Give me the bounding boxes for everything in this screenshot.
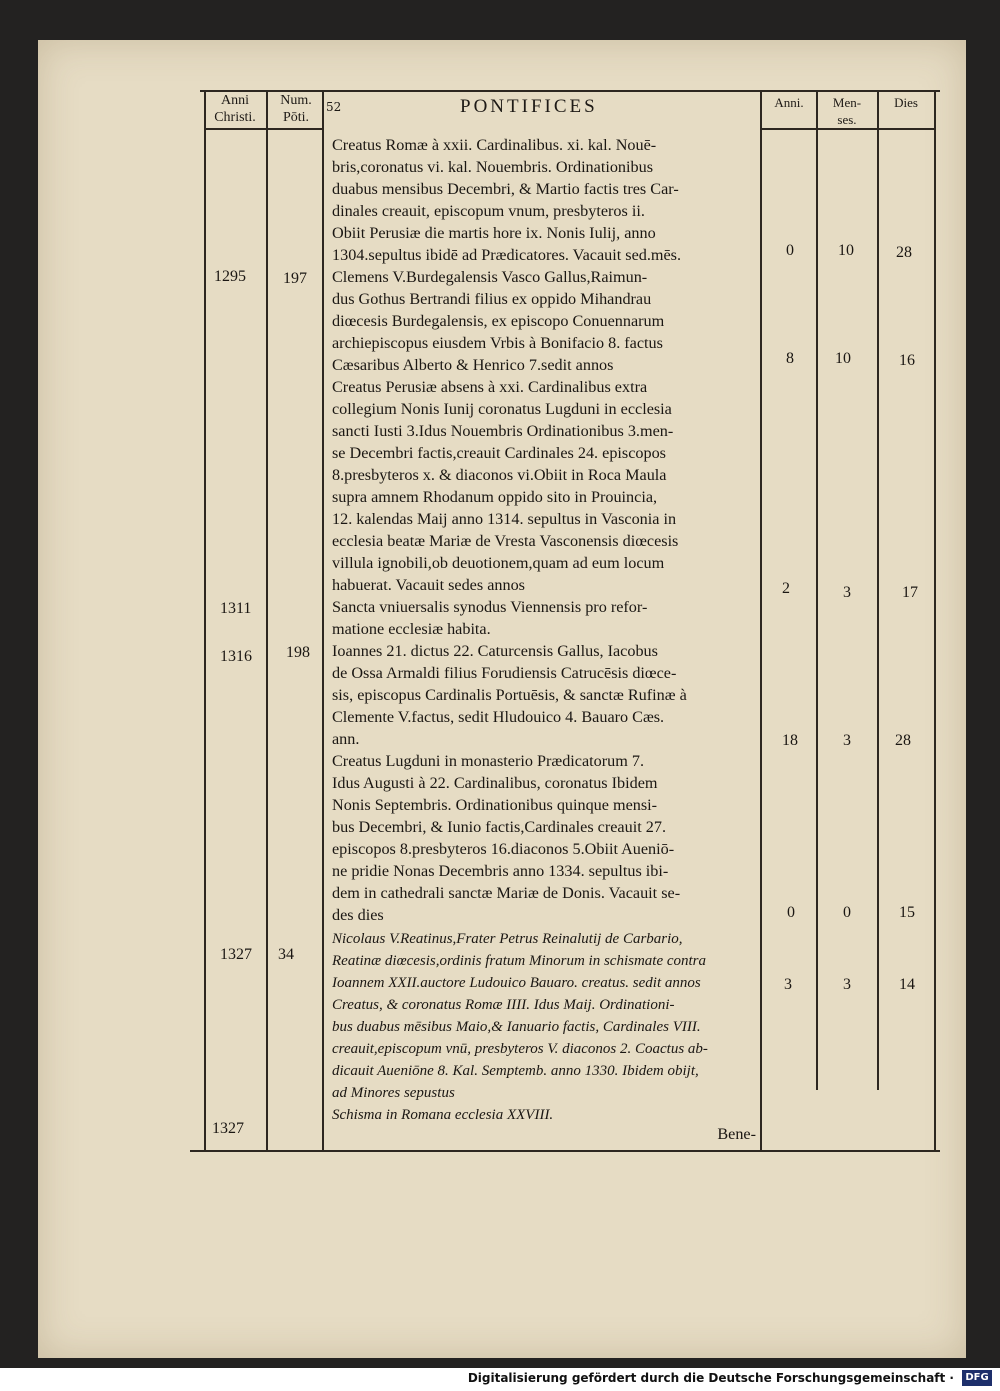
col-header-menses-line2: ses. bbox=[837, 112, 857, 127]
text-line: ecclesia beatæ Mariæ de Vresta Vasconensis diœcesis bbox=[332, 532, 679, 550]
text-line: ne pridie Nonas Decembris anno 1334. sepultus ibi- bbox=[332, 862, 669, 880]
text-line: Creatus Lugduni in monasterio Prædicatorum 7. bbox=[332, 752, 645, 770]
text-line: supra amnem Rhodanum oppido sito in Prouincia, bbox=[332, 488, 658, 506]
col-divider-7 bbox=[934, 90, 936, 1150]
text-line: Sancta vniuersalis synodus Viennensis pro refor- bbox=[332, 598, 648, 616]
menses-value: 0 bbox=[843, 904, 851, 921]
col-divider-3 bbox=[322, 90, 324, 1150]
text-line: Reatinæ diœcesis,ordinis fratum Minorum in schismate contra bbox=[332, 953, 707, 969]
col-divider-5 bbox=[816, 90, 818, 1090]
text-line: Clemente V.factus, sedit Hludouico 4. Bauaro Cæs. bbox=[332, 708, 665, 726]
col-header-menses bbox=[818, 94, 876, 128]
text-line: Cæsaribus Alberto & Henrico 7.sedit annos bbox=[332, 356, 614, 374]
text-line: bus Decembri, & Iunio factis,Cardinales creauit 27. bbox=[332, 818, 666, 836]
anni-value: 18 bbox=[782, 732, 798, 749]
col-header-menses-line1: Men- bbox=[832, 95, 862, 110]
text-line: dus Gothus Bertrandi filius ex oppido Mihandrau bbox=[332, 290, 652, 308]
dies-value: 15 bbox=[899, 904, 915, 921]
text-line: Creatus, & coronatus Romæ IIII. Idus Maij. Ordinationi- bbox=[332, 997, 675, 1013]
text-line: habuerat. Vacauit sedes annos bbox=[332, 576, 525, 594]
text-line: archiepiscopus eiusdem Vrbis à Bonifacio 8. factus bbox=[332, 334, 663, 352]
year-1327: 1327 bbox=[220, 946, 252, 963]
text-line: 1304.sepultus ibidē ad Prædicatores. Vacauit sed.mēs. bbox=[332, 246, 682, 264]
text-line: Ioannem XXII.auctore Ludouico Bauaro. creatus. sedit annos bbox=[332, 975, 701, 991]
text-line: collegium Nonis Iunij coronatus Lugduni in ecclesia bbox=[332, 400, 672, 418]
text-line: villula ignobili,ob deuotionem,quam ad eum locum bbox=[332, 554, 665, 572]
text-line: Nicolaus V.Reatinus,Frater Petrus Reinalutij de Carbario, bbox=[332, 931, 683, 947]
footer-bar bbox=[0, 1368, 1000, 1391]
pontiff-number: 197 bbox=[283, 270, 307, 287]
text-line: ann. bbox=[332, 730, 360, 748]
bottom-rule bbox=[190, 1150, 940, 1152]
col-divider-6 bbox=[877, 90, 879, 1090]
header-rule-right bbox=[762, 128, 934, 130]
text-line: dicauit Aueniōne 8. Kal. Semptemb. anno 1330. Ibidem obijt, bbox=[332, 1063, 699, 1079]
header-rule-left bbox=[205, 128, 323, 130]
text-line: bus duabus mēsibus Maio,& Ianuario factis, Cardinales VIII. bbox=[332, 1019, 701, 1035]
menses-value: 3 bbox=[843, 976, 851, 993]
text-line: Obiit Perusiæ die martis hore ix. Nonis Iulij, anno bbox=[332, 224, 656, 242]
col-header-year-line2: Christi. bbox=[214, 110, 256, 125]
text-line: Ioannes 21. dictus 22. Caturcensis Gallus, Iacobus bbox=[332, 642, 658, 660]
anni-value: 0 bbox=[787, 904, 795, 921]
top-rule bbox=[200, 90, 940, 92]
dfg-logo-icon: DFG bbox=[962, 1370, 992, 1386]
text-line: 8.presbyteros x. & diaconos vi.Obiit in Roca Maula bbox=[332, 466, 667, 484]
menses-value: 10 bbox=[835, 350, 851, 367]
anni-value: 0 bbox=[786, 242, 794, 259]
text-line: bris,coronatus vi. kal. Nouembris. Ordinationibus bbox=[332, 158, 654, 176]
text-line: sancti Iusti 3.Idus Nouembris Ordinationibus 3.men- bbox=[332, 422, 674, 440]
footer-credit: Digitalisierung gefördert durch die Deutsche Forschungsgemeinschaft · bbox=[467, 1371, 954, 1385]
text-line: se Decembri factis,creauit Cardinales 24. episcopos bbox=[332, 444, 666, 462]
text-line: des dies bbox=[332, 906, 384, 924]
text-line: duabus mensibus Decembri, & Martio factis tres Car- bbox=[332, 180, 679, 198]
year-1295: 1295 bbox=[214, 268, 246, 285]
anni-value: 2 bbox=[782, 580, 790, 597]
year-1311: 1311 bbox=[220, 600, 252, 617]
anni-value: 8 bbox=[786, 350, 794, 367]
col-header-dies: Dies bbox=[894, 95, 918, 110]
col-header-num-line2: Pōti. bbox=[282, 110, 310, 125]
menses-value: 3 bbox=[843, 732, 851, 749]
text-line: Creatus Romæ à xxii. Cardinalibus. xi. kal. Nouē- bbox=[332, 136, 657, 154]
text-line: Creatus Perusiæ absens à xxi. Cardinalibus extra bbox=[332, 378, 648, 396]
dies-value: 14 bbox=[899, 976, 915, 993]
col-header-anni: Anni. bbox=[774, 95, 804, 110]
dies-value: 16 bbox=[899, 352, 915, 369]
menses-value: 10 bbox=[838, 242, 854, 259]
text-line: ad Minores sepustus bbox=[332, 1085, 455, 1101]
col-header-num-line1: Num. bbox=[280, 93, 312, 108]
text-line: 12. kalendas Maij anno 1314. sepultus in Vasconia in bbox=[332, 510, 677, 528]
dies-value: 17 bbox=[902, 584, 918, 601]
anni-value: 3 bbox=[784, 976, 792, 993]
page-title: PONTIFICES bbox=[460, 96, 598, 117]
col-header-num bbox=[270, 92, 322, 126]
year-1316: 1316 bbox=[220, 648, 252, 665]
text-line: matione ecclesiæ habita. bbox=[332, 620, 491, 638]
text-line: creauit,episcopum vnū, presbyteros V. diaconos 2. Coactus ab- bbox=[332, 1041, 708, 1057]
pontiff-number: 34 bbox=[278, 946, 294, 963]
dies-value: 28 bbox=[896, 244, 912, 261]
text-line: Nonis Septembris. Ordinationibus quinque mensi- bbox=[332, 796, 658, 814]
col-divider-1 bbox=[204, 90, 206, 1150]
col-divider-2 bbox=[266, 90, 268, 1150]
text-line: dem in cathedrali sanctæ Mariæ de Donis. Vacauit se- bbox=[332, 884, 681, 902]
text-line: Schisma in Romana ecclesia XXVIII. bbox=[332, 1107, 554, 1123]
col-header-year bbox=[206, 92, 264, 126]
catchword: Bene- bbox=[717, 1125, 756, 1143]
text-line: dinales creauit, episcopum vnum, presbyteros ii. bbox=[332, 202, 645, 220]
menses-value: 3 bbox=[843, 584, 851, 601]
text-line: Clemens V.Burdegalensis Vasco Gallus,Raimun- bbox=[332, 268, 648, 286]
pontiff-number: 198 bbox=[286, 644, 310, 661]
text-line: sis, episcopus Cardinalis Portuēsis, & sanctæ Rufinæ à bbox=[332, 686, 687, 704]
text-line: de Ossa Armaldi filius Forudiensis Catrucēsis diœce- bbox=[332, 664, 677, 682]
year-1327-bottom: 1327 bbox=[212, 1120, 244, 1137]
page-number: 52 bbox=[326, 100, 342, 114]
text-line: episcopos 8.presbyteros 16.diaconos 5.Obiit Aueniō- bbox=[332, 840, 675, 858]
text-line: Idus Augusti à 22. Cardinalibus, coronatus Ibidem bbox=[332, 774, 658, 792]
col-header-year-line1: Anni bbox=[221, 93, 249, 108]
text-line: diœcesis Burdegalensis, ex episcopo Conuennarum bbox=[332, 312, 665, 330]
dies-value: 28 bbox=[895, 732, 911, 749]
col-divider-4 bbox=[760, 90, 762, 1150]
